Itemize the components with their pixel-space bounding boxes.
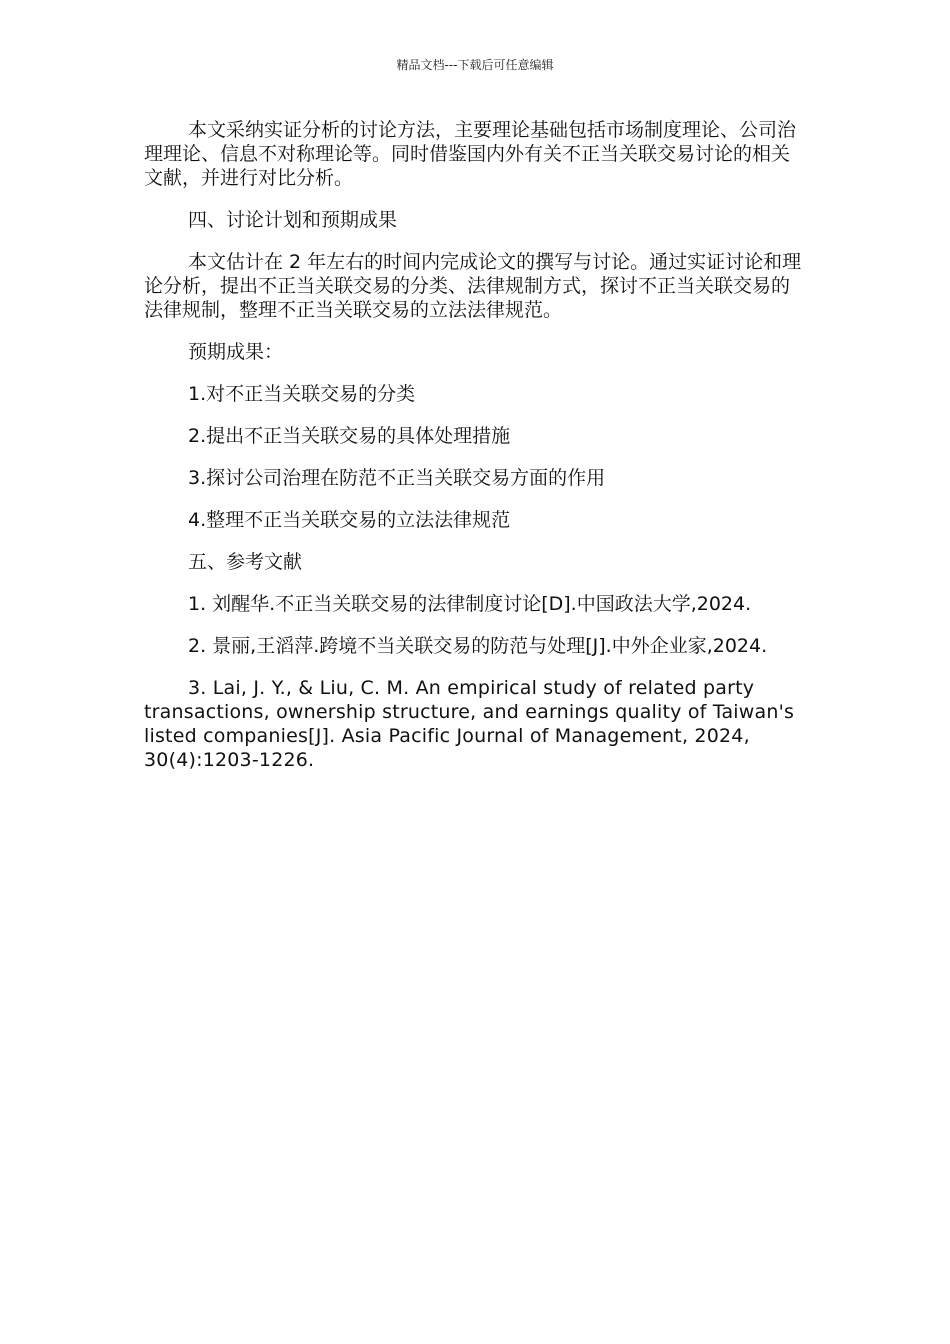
document-body bbox=[144, 118, 806, 790]
list-item: 2.提出不正当关联交易的具体处理措施 bbox=[188, 425, 511, 447]
reference-item: 1. 刘醒华.不正当关联交易的法律制度讨论[D].中国政法大学,2024. bbox=[188, 593, 752, 615]
page-header: 精品文档---下载后可任意编辑 bbox=[396, 58, 554, 72]
paragraph-research-method: 本文采纳实证分析的讨论方法，主要理论基础包括市场制度理论、公司治理理论、信息不对称理论等。同时借鉴国内外有关不正当关联交易讨论的相关文献，并进行对比分析。 bbox=[144, 119, 797, 189]
list-item: 1.对不正当关联交易的分类 bbox=[188, 383, 416, 405]
reference-item: 3. Lai, J. Y., & Liu, C. M. An empirical study of related party transactions, ownership structure, and earnings quality of Taiwan's listed companies[J]. Asia Pacific Journal of Management, 2024, 30(4):1203-1226. bbox=[144, 677, 795, 771]
reference-item: 2. 景丽,王滔萍.跨境不当关联交易的防范与处理[J].中外企业家,2024. bbox=[188, 635, 768, 657]
section-heading-references: 五、参考文献 bbox=[188, 551, 303, 573]
list-item: 3.探讨公司治理在防范不正当关联交易方面的作用 bbox=[188, 467, 606, 489]
paragraph-plan: 本文估计在 2 年左右的时间内完成论文的撰写与讨论。通过实证讨论和理论分析，提出不正当关联交易的分类、法律规制方式，探讨不正当关联交易的法律规制，整理不正当关联交易的立法法律规范。 bbox=[144, 251, 802, 321]
expected-results-label: 预期成果： bbox=[188, 341, 284, 363]
section-heading-plan: 四、讨论计划和预期成果 bbox=[188, 209, 398, 231]
list-item: 4.整理不正当关联交易的立法法律规范 bbox=[188, 509, 511, 531]
